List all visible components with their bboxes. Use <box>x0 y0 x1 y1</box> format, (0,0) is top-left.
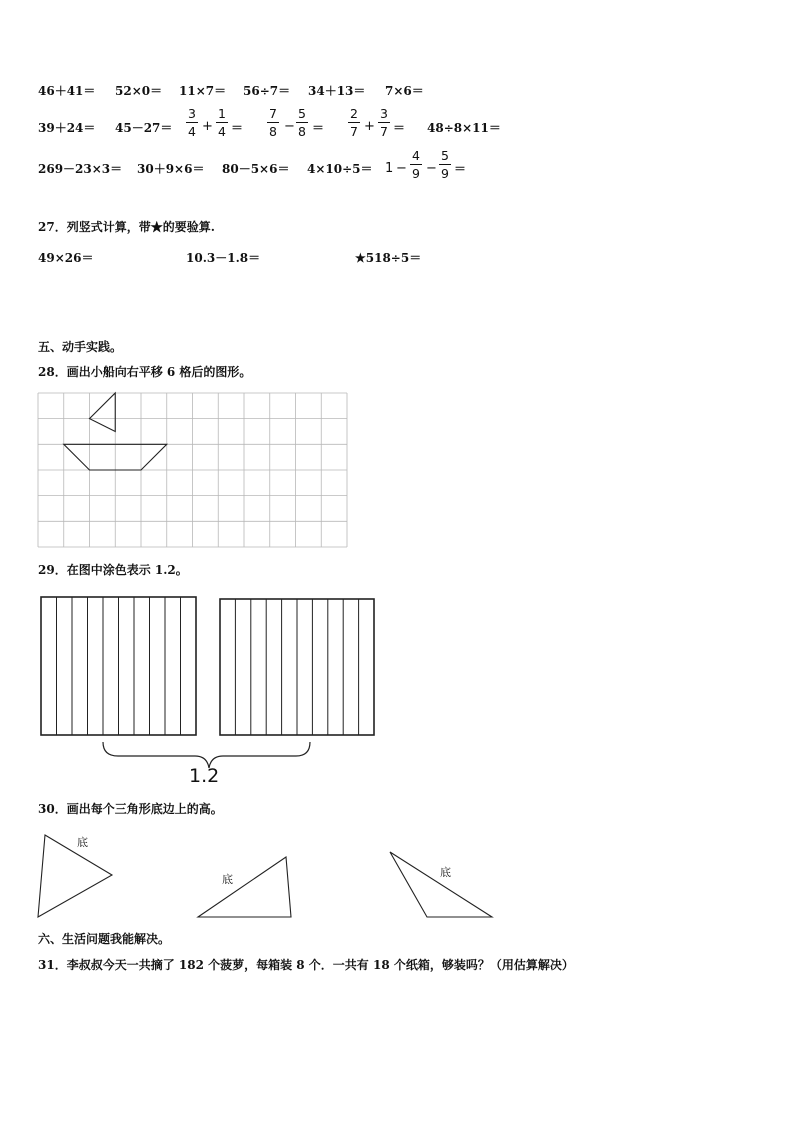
question-30-title: 30．画出每个三角形底边上的高。 <box>38 802 223 816</box>
calc-item: 34＋13＝ <box>308 84 366 98</box>
denominator: 8 <box>298 124 306 139</box>
section-6-heading: 六、生活问题我能解决。 <box>38 932 171 946</box>
denominator: 9 <box>441 166 449 181</box>
calc-item: 80－5×6＝ <box>222 162 290 176</box>
question-31-title: 31．李叔叔今天一共摘了 182 个菠萝，每箱装 8 个．一共有 18 个纸箱，够装吗？（用估算解决） <box>38 958 574 972</box>
denominator: 7 <box>350 124 358 139</box>
boat-sail <box>90 393 116 432</box>
operator: − <box>426 161 437 176</box>
calc-item: 7×6＝ <box>385 84 424 98</box>
equals-sign: ＝ <box>312 121 325 135</box>
fraction <box>296 107 308 139</box>
base-label: 底 <box>222 873 233 886</box>
fraction <box>378 107 390 139</box>
denominator: 8 <box>269 124 277 139</box>
numerator: 1 <box>218 106 226 121</box>
equals-sign: ＝ <box>454 162 467 176</box>
brace-label: 1.2 <box>189 765 220 787</box>
operator: − <box>396 161 407 176</box>
boat-hull <box>64 444 167 470</box>
operator: − <box>284 119 295 134</box>
left-rectangle <box>41 597 196 735</box>
fraction <box>216 107 228 139</box>
section-5-heading: 五、动手实践。 <box>38 340 123 354</box>
numerator: 3 <box>380 106 388 121</box>
triangle-3 <box>390 852 492 917</box>
calc-item: 269－23×3＝ <box>38 162 123 176</box>
calc-item: 48÷8×11＝ <box>427 121 501 135</box>
calc-item: 30＋9×6＝ <box>137 162 205 176</box>
fraction <box>410 149 422 181</box>
q27-item: 10.3－1.8＝ <box>186 251 261 265</box>
fraction <box>439 149 451 181</box>
calc-item: 11×7＝ <box>179 84 227 98</box>
fraction <box>348 107 360 139</box>
question-27-title: 27．列竖式计算，带★的要验算. <box>38 220 215 234</box>
triangle-2 <box>198 857 291 917</box>
numerator: 7 <box>269 106 277 121</box>
q27-item: 49×26＝ <box>38 251 94 265</box>
numerator: 2 <box>350 106 358 121</box>
equals-sign: ＝ <box>393 121 406 135</box>
calc-item: 4×10÷5＝ <box>307 162 373 176</box>
denominator: 9 <box>412 166 420 181</box>
calc-item: 45－27＝ <box>115 121 173 135</box>
operand: 1 <box>385 161 394 176</box>
calc-item: 39＋24＝ <box>38 121 96 135</box>
fraction <box>267 107 279 139</box>
triangle-1 <box>38 835 112 917</box>
question-28-title: 28．画出小船向右平移 6 格后的图形。 <box>38 365 252 379</box>
equals-sign: ＝ <box>231 121 244 135</box>
fraction <box>186 107 198 139</box>
operator: + <box>364 119 375 134</box>
numerator: 3 <box>188 106 196 121</box>
base-label: 底 <box>440 866 451 879</box>
calc-item: 46＋41＝ <box>38 84 96 98</box>
question-29-title: 29．在图中涂色表示 1.2。 <box>38 563 188 577</box>
numerator: 5 <box>441 148 449 163</box>
denominator: 4 <box>188 124 196 139</box>
q27-item: ★518÷5＝ <box>355 251 422 265</box>
numerator: 4 <box>412 148 420 163</box>
numerator: 5 <box>298 106 306 121</box>
operator: + <box>202 119 213 134</box>
calc-item: 52×0＝ <box>115 84 163 98</box>
denominator: 7 <box>380 124 388 139</box>
calc-item: 56÷7＝ <box>243 84 291 98</box>
right-rectangle <box>220 599 374 735</box>
denominator: 4 <box>218 124 226 139</box>
base-label: 底 <box>77 836 88 849</box>
